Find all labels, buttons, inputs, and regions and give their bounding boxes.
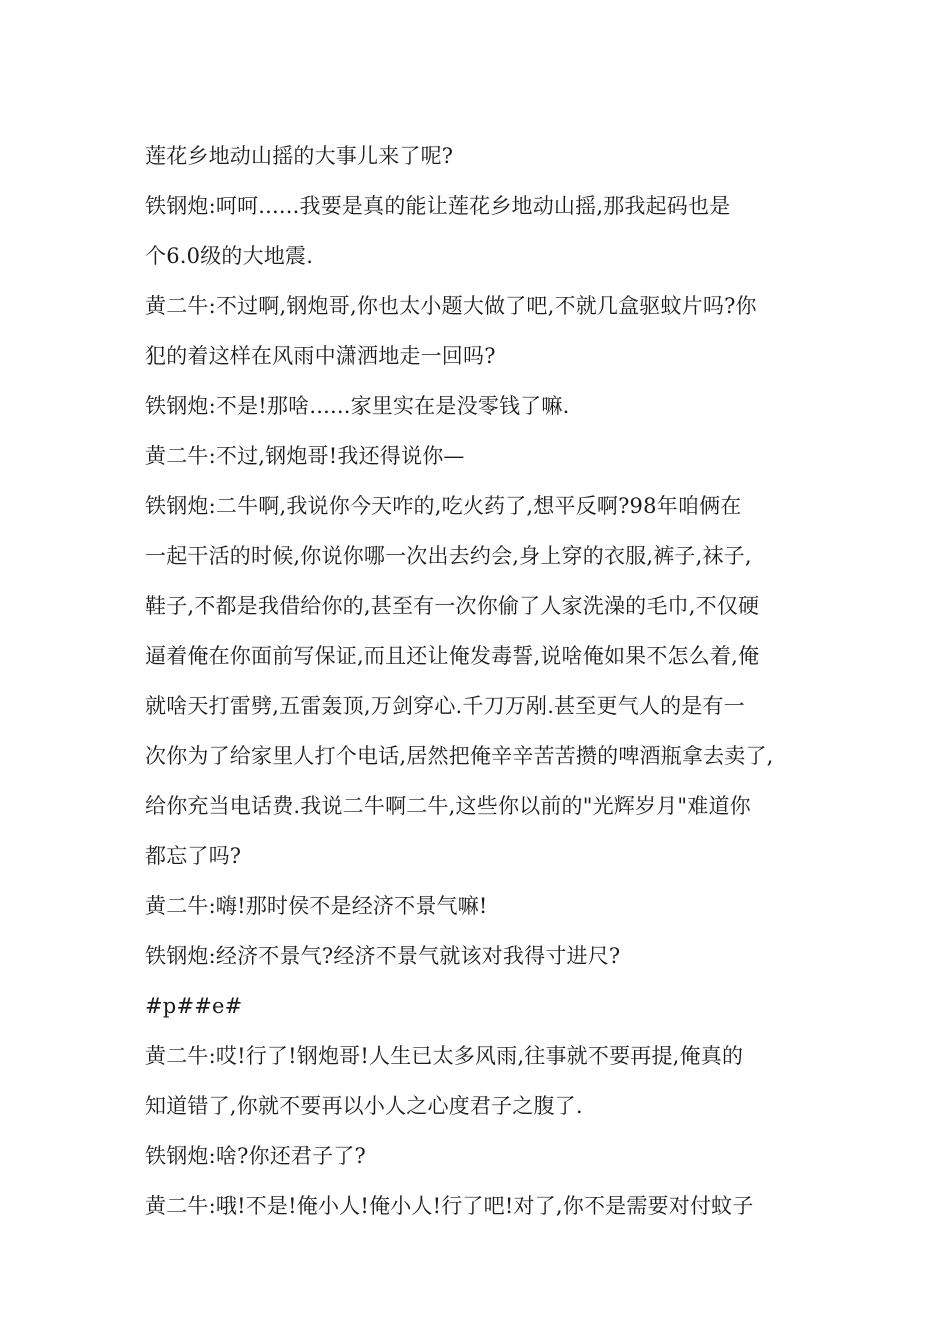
text-line: 逼着俺在你面前写保证,而且还让俺发毒誓,说啥俺如果不怎么着,俺 <box>145 644 760 668</box>
text-line: 就啥天打雷劈,五雷轰顶,万剑穿心.千刀万剐.甚至更气人的是有一 <box>145 694 745 718</box>
text-line: 铁钢炮:呵呵......我要是真的能让莲花乡地动山摇,那我起码也是 <box>145 194 731 218</box>
text-line: 铁钢炮:经济不景气?经济不景气就该对我得寸进尺? <box>145 944 621 968</box>
text-line: 个6.0级的大地震. <box>145 244 314 268</box>
document-body <box>145 131 835 1231</box>
text-line: 都忘了吗? <box>145 844 242 868</box>
text-line: 铁钢炮:啥?你还君子了? <box>145 1144 366 1168</box>
text-line: 给你充当电话费.我说二牛啊二牛,这些你以前的"光辉岁月"难道你 <box>145 794 751 818</box>
text-line: 一起干活的时候,你说你哪一次出去约会,身上穿的衣服,裤子,袜子, <box>145 544 752 568</box>
text-line: 鞋子,不都是我借给你的,甚至有一次你偷了人家洗澡的毛巾,不仅硬 <box>145 594 760 618</box>
text-line: 黄二牛:不过啊,钢炮哥,你也太小题大做了吧,不就几盒驱蚊片吗?你 <box>145 294 757 318</box>
text-line: 知道错了,你就不要再以小人之心度君子之腹了. <box>145 1094 583 1118</box>
page-break-marker: #p##e# <box>145 994 243 1018</box>
text-line: 次你为了给家里人打个电话,居然把俺辛辛苦苦攒的啤酒瓶拿去卖了, <box>145 744 774 768</box>
text-line: 黄二牛:哎!行了!钢炮哥!人生已太多风雨,往事就不要再提,俺真的 <box>145 1044 744 1068</box>
text-line: 犯的着这样在风雨中潇洒地走一回吗? <box>145 344 496 368</box>
text-line: 铁钢炮:不是!那啥......家里实在是没零钱了嘛. <box>145 394 570 418</box>
text-line: 黄二牛:嗨!那时侯不是经济不景气嘛! <box>145 894 488 918</box>
text-line: 黄二牛:哦!不是!俺小人!俺小人!行了吧!对了,你不是需要对付蚊子 <box>145 1194 754 1218</box>
text-line: 黄二牛:不过,钢炮哥!我还得说你— <box>145 444 465 468</box>
text-line: 铁钢炮:二牛啊,我说你今天咋的,吃火药了,想平反啊?98年咱俩在 <box>145 494 742 518</box>
text-line: 莲花乡地动山摇的大事儿来了呢? <box>145 144 454 168</box>
